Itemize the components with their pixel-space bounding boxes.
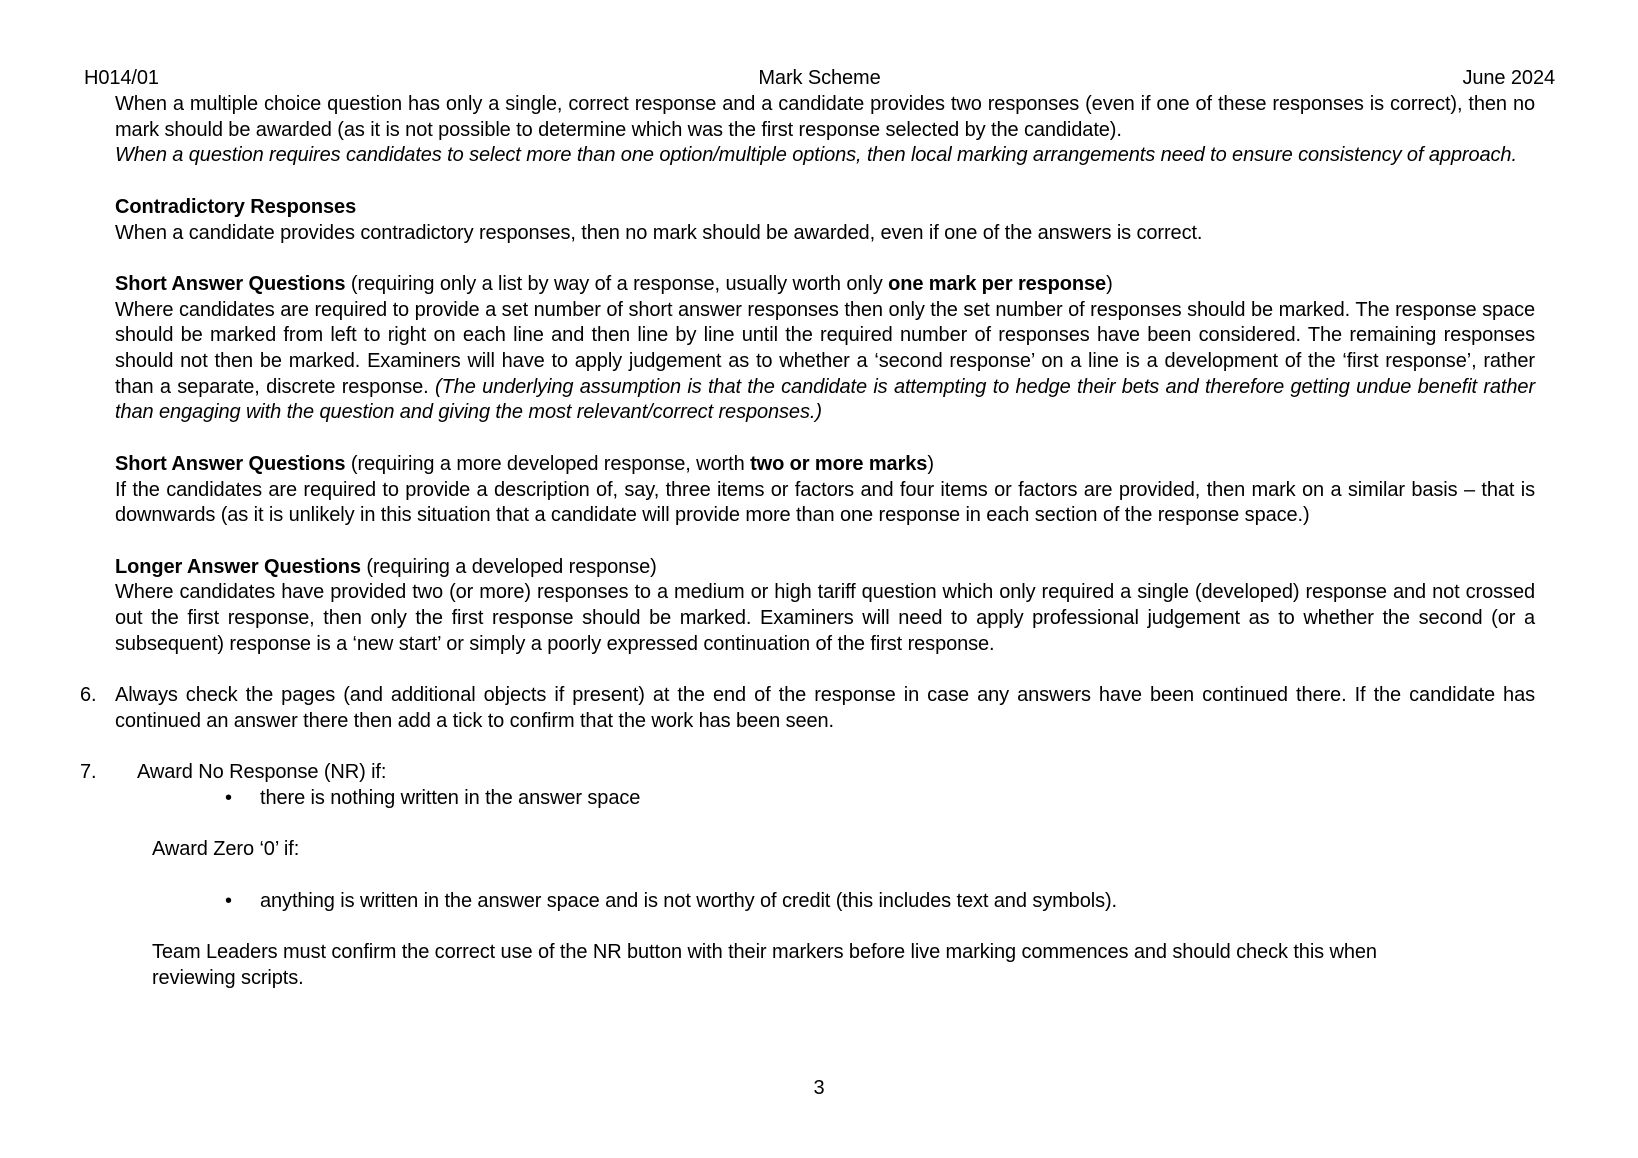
nr-bullet-text: there is nothing written in the answer space xyxy=(260,786,641,809)
short-answer-list-body-normal: Where candidates are required to provide a set number of short answer responses then only the set number of responses should be marked. The response space should be marked from left to right on each line and then line by line until the required number of responses have been considered. The remaining responses should not then be marked. Examiners will have to apply judgement as to whether a ‘second response’ on a line is a development of the ‘first response’, rather than a separate, discrete response. xyxy=(115,298,1535,398)
mcq-note-italic: When a question requires candidates to select more than one option/multiple options, then local marking arrangements need to ensure consistency of approach. xyxy=(115,144,1517,167)
contradictory-body: When a candidate provides contradictory responses, then no mark should be awarded, even if one of the answers is correct. xyxy=(115,221,1203,244)
page-number: 3 xyxy=(813,1077,825,1099)
document-body xyxy=(80,92,1536,991)
short-answer-developed-heading-end: ) xyxy=(927,452,934,475)
longer-answer-heading-mid: (requiring a developed response) xyxy=(360,555,657,578)
award-nr-line: Award No Response (NR) if: xyxy=(137,761,387,784)
nr-bullet-item xyxy=(225,786,1535,812)
zero-bullet-item xyxy=(225,889,1535,915)
short-answer-list-heading-bold2: one mark per response xyxy=(888,272,1107,295)
short-answer-list-heading-end: ) xyxy=(1106,272,1113,295)
team-leaders-paragraph: Team Leaders must confirm the correct use of the NR button with their markers before live marking commences and should check this when reviewing scripts. xyxy=(152,941,1377,989)
short-answer-developed-heading-mid: (requiring a more developed response, worth xyxy=(345,452,751,475)
short-answer-developed-heading-bold2: two or more marks xyxy=(750,452,928,475)
longer-answer-heading xyxy=(115,555,1535,581)
document-title: Mark Scheme xyxy=(758,67,881,89)
short-answer-list-heading-mid: (requiring only a list by way of a response, usually worth only xyxy=(345,272,889,295)
short-answer-developed-heading xyxy=(115,452,1535,478)
bullet-icon: • xyxy=(225,786,232,809)
paper-code: H014/01 xyxy=(84,67,159,89)
short-answer-list-heading xyxy=(115,272,1535,298)
list-item-7 xyxy=(80,760,1535,991)
list-item-7-number: 7. xyxy=(80,761,97,784)
short-answer-list-body xyxy=(115,298,1535,427)
longer-answer-body: Where candidates have provided two (or more) responses to a medium or high tariff question which only required a single (developed) response and not crossed out the first response, then only the first response should be marked. Examiners will need to apply professional judgement as to whether the second (or a subsequent) response is a ‘new start’ or simply a poorly expressed continuation of the first response. xyxy=(115,581,1535,655)
longer-answer-heading-bold: Longer Answer Questions xyxy=(115,555,361,578)
exam-session: June 2024 xyxy=(1462,67,1555,89)
mcq-paragraph: When a multiple choice question has only a single, correct response and a candidate provides two responses (even if one of these responses is correct), then no mark should be awarded (as it is not possible to determine which was the first response selected by the candidate). xyxy=(115,93,1535,141)
list-item-6-number: 6. xyxy=(80,684,97,707)
bullet-icon: • xyxy=(225,889,232,912)
short-answer-list-heading-bold: Short Answer Questions xyxy=(115,272,346,295)
list-item-7-body xyxy=(137,760,1535,991)
short-answer-developed-heading-bold: Short Answer Questions xyxy=(115,452,346,475)
zero-bullet-text: anything is written in the answer space and is not worthy of credit (this includes text and symbols). xyxy=(260,889,1117,912)
contradictory-heading: Contradictory Responses xyxy=(115,195,357,218)
list-item-6 xyxy=(80,683,1535,734)
award-zero-line: Award Zero ‘0’ if: xyxy=(152,838,300,861)
short-answer-list-body-italic: (The underlying assumption is that the candidate is attempting to hedge their bets and therefore getting undue benefit rather than engaging with the question and giving the most relevant/correct responses.) xyxy=(115,375,1536,424)
list-item-6-body: Always check the pages (and additional objects if present) at the end of the response in case any answers have been continued there. If the candidate has continued an answer there then add a tick to confirm that the work has been seen. xyxy=(115,684,1535,732)
page-header xyxy=(84,66,1555,92)
short-answer-developed-body: If the candidates are required to provide a description of, say, three items or factors and four items or factors are provided, then mark on a similar basis – that is downwards (as it is unlikely in this situation that a candidate will provide more than one response in each section of the response space.) xyxy=(115,478,1535,527)
